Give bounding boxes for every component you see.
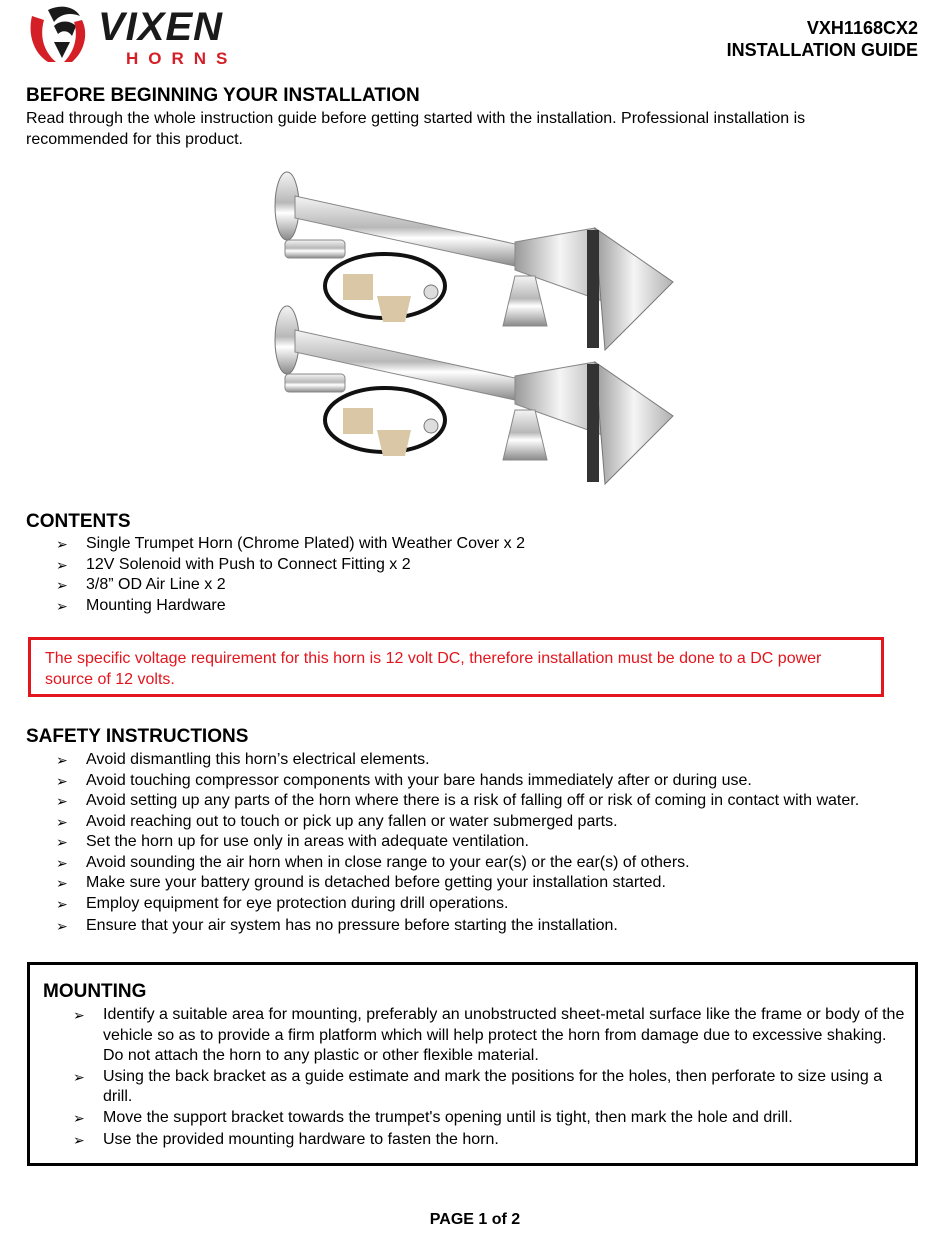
list-item: ➢ Avoid sounding the air horn when in close range to your ear(s) or the ear(s) of others. bbox=[56, 853, 936, 874]
voltage-warning-text: The specific voltage requirement for this horn is 12 volt DC, therefore installation must be done to a DC power source of 12 volts. bbox=[45, 650, 822, 688]
horn-assembly-top bbox=[275, 172, 673, 350]
document-code: VXH1168CX2 bbox=[806, 18, 918, 38]
mounting-list bbox=[73, 1005, 908, 1151]
list-item: ➢ Make sure your battery ground is detached before getting your installation started. bbox=[56, 873, 936, 894]
arrowhead-bullet-icon: ➢ bbox=[56, 772, 68, 789]
arrowhead-bullet-icon: ➢ bbox=[73, 1007, 85, 1023]
arrowhead-bullet-icon: ➢ bbox=[56, 813, 68, 830]
list-item: ➢ Avoid dismantling this horn’s electrical elements. bbox=[56, 750, 936, 771]
mounting-heading: MOUNTING bbox=[43, 981, 147, 1002]
list-item: ➢ Ensure that your air system has no pressure before starting the installation. bbox=[56, 916, 936, 937]
arrowhead-bullet-icon: ➢ bbox=[56, 834, 68, 850]
list-item: ➢ Avoid setting up any parts of the horn where there is a risk of falling off or risk of coming in contact with water. bbox=[56, 791, 936, 812]
arrowhead-bullet-icon: ➢ bbox=[73, 1109, 85, 1126]
vixen-horns-logo bbox=[26, 2, 282, 70]
arrowhead-bullet-icon: ➢ bbox=[73, 1132, 85, 1148]
list-item: ➢ Avoid reaching out to touch or pick up any fallen or water submerged parts. bbox=[56, 812, 936, 833]
arrowhead-bullet-icon: ➢ bbox=[56, 536, 68, 552]
list-item: ➢ 12V Solenoid with Push to Connect Fitting x 2 bbox=[56, 555, 916, 576]
safety-list bbox=[56, 750, 936, 937]
mounting-box bbox=[27, 962, 918, 1166]
list-item: ➢ Set the horn up for use only in areas with adequate ventilation. bbox=[56, 832, 936, 853]
intro-heading: BEFORE BEGINNING YOUR INSTALLATION bbox=[26, 85, 420, 106]
arrowhead-bullet-icon: ➢ bbox=[56, 918, 68, 934]
safety-heading: SAFETY INSTRUCTIONS bbox=[26, 726, 249, 747]
logo-subtitle: HORNS bbox=[126, 49, 238, 68]
intro-text: Read through the whole instruction guide before getting started with the installation. Professional installation is recommended for this product. bbox=[26, 110, 806, 148]
arrowhead-bullet-icon: ➢ bbox=[56, 854, 68, 871]
arrowhead-bullet-icon: ➢ bbox=[56, 895, 68, 912]
list-item: ➢ Move the support bracket towards the trumpet's opening until is tight, then mark the hole and drill. bbox=[73, 1108, 908, 1129]
list-item: ➢ Use the provided mounting hardware to fasten the horn. bbox=[73, 1130, 908, 1151]
arrowhead-bullet-icon: ➢ bbox=[56, 752, 68, 768]
arrowhead-bullet-icon: ➢ bbox=[56, 793, 68, 809]
list-item: ➢ Using the back bracket as a guide estimate and mark the positions for the holes, then perforate to size using a drill. bbox=[73, 1067, 883, 1105]
arrowhead-bullet-icon: ➢ bbox=[56, 875, 68, 891]
list-item: ➢ Mounting Hardware bbox=[56, 596, 916, 617]
arrowhead-bullet-icon: ➢ bbox=[56, 556, 68, 573]
list-item: ➢ Identify a suitable area for mounting, preferably an unobstructed sheet-metal surface like the frame or body of the vehicle so as to provide a firm platform which will help protect the horn from damage due to excessive shaking. Do not attach the horn to any plastic or other flexible material. bbox=[73, 1006, 905, 1064]
list-item: ➢ Employ equipment for eye protection during drill operations. bbox=[56, 894, 936, 915]
arrowhead-bullet-icon: ➢ bbox=[56, 577, 68, 593]
arrowhead-bullet-icon: ➢ bbox=[73, 1068, 85, 1085]
product-horn-image bbox=[265, 166, 685, 492]
voltage-warning-box bbox=[28, 637, 884, 697]
page-number: PAGE 1 of 2 bbox=[429, 1211, 521, 1228]
list-item: ➢ Single Trumpet Horn (Chrome Plated) with Weather Cover x 2 bbox=[56, 534, 916, 555]
contents-heading: CONTENTS bbox=[26, 511, 131, 532]
list-item: ➢ Avoid touching compressor components with your bare hands immediately after or during use. bbox=[56, 771, 936, 792]
arrowhead-bullet-icon: ➢ bbox=[56, 597, 68, 614]
document-title: INSTALLATION GUIDE bbox=[726, 40, 918, 60]
logo-wordmark: VIXEN bbox=[98, 5, 224, 49]
contents-list bbox=[56, 534, 916, 616]
list-item: ➢ 3/8” OD Air Line x 2 bbox=[56, 575, 916, 596]
